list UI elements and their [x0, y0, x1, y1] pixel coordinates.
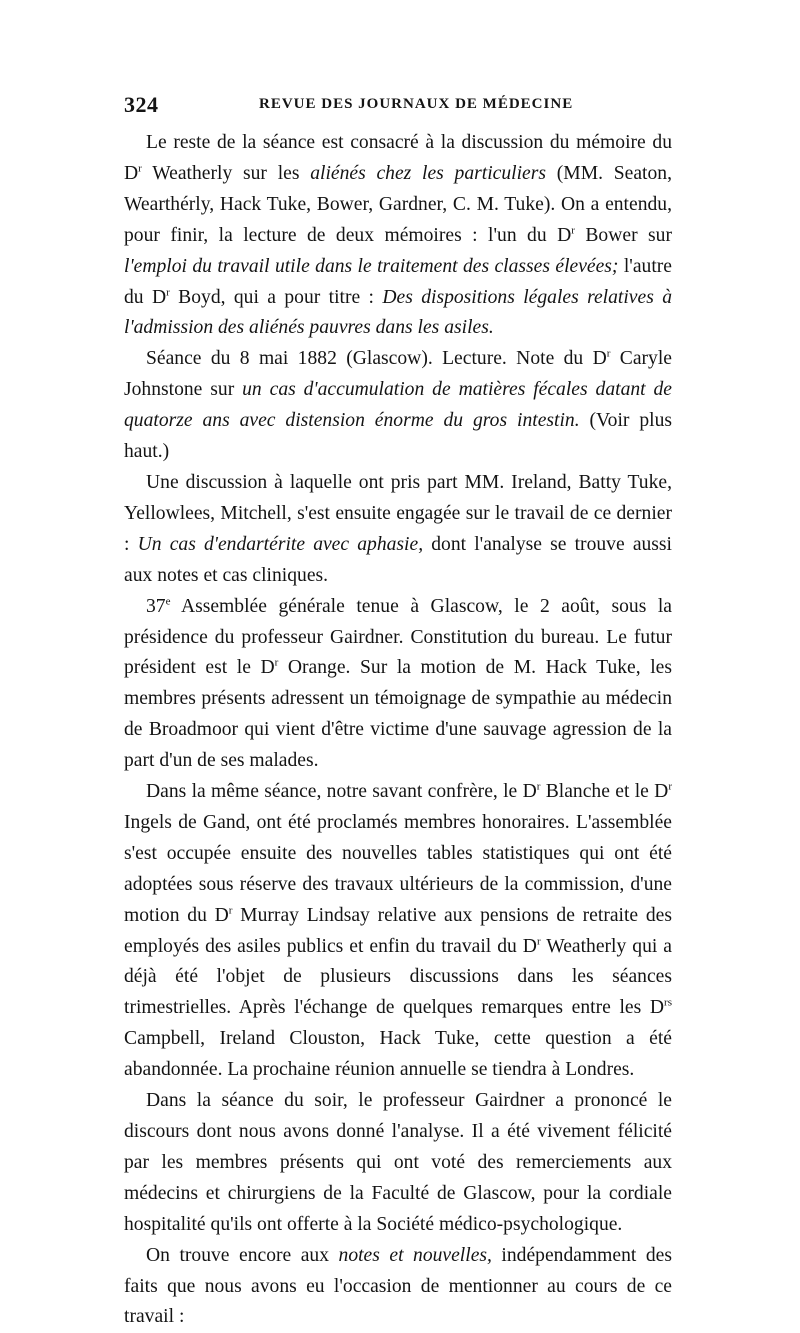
text-run: Murray Lindsay relative aux pensions de retraite des employés des asiles publics et enfin du travail du D [124, 904, 672, 957]
italic-text: Un cas d'endartérite avec aphasie, [137, 533, 424, 555]
superscript: r [274, 656, 279, 669]
text-run: Dans la séance du soir, le professeur Gairdner a prononcé le discours dont nous avons donné l'analyse. Il a été vivement félicité par les membres présents qui ont voté des remerciements aux médecins et chirurgiens de la Faculté de Glascow, pour la cordiale hospitalité qu'ils ont offerte à la Société médico-psychologique. [124, 1090, 672, 1235]
text-run: Boyd, qui a pour titre : [169, 286, 383, 308]
text-run: Campbell, Ireland Clouston, Hack Tuke, cette question a été abandonnée. La prochaine réunion annuelle se tiendra à Londres. [124, 1028, 672, 1081]
superscript: rs [664, 996, 672, 1009]
italic-text: un cas d'accumulation de matières fécales datant de quatorze ans avec distension énorme du gros intestin. [124, 379, 672, 432]
italic-text: Des dispositions légales relatives à l'admission des aliénés pauvres dans les asiles. [124, 286, 672, 339]
text-run: Bower sur [574, 224, 672, 246]
superscript: r [166, 286, 170, 298]
superscript: r [228, 904, 233, 917]
paragraph [124, 344, 672, 468]
text-run: (MM. Seaton, Wearthérly, Hack Tuke, Bower, Gardner, C. M. Tuke). On a entendu, pour finir, la lecture de deux mémoires : l'un du D [124, 162, 672, 246]
text-run: dont l'analyse se trouve aussi aux notes et cas cliniques. [124, 533, 673, 586]
page-number: 324 [124, 92, 159, 117]
italic-text: l'emploi du travail utile dans le traitement des classes élevées; [124, 255, 619, 277]
text-run: Orange. Sur la motion de M. Hack Tuke, les membres présents adressent un témoignage de sympathie au médecin de Broadmoor qui vient d'être victime d'une sauvage agression de la part d'un de ses malades. [124, 657, 672, 772]
text-run: l'autre du D [124, 255, 672, 308]
paragraph [124, 1241, 672, 1333]
superscript: r [138, 162, 142, 175]
text-run: 37 [146, 595, 166, 617]
italic-text: notes et nouvelles, [338, 1244, 492, 1266]
text-run: Séance du 8 mai 1882 (Glascow). Lecture. Note du D [146, 348, 607, 370]
text-run: Caryle Johnstone sur [124, 348, 672, 401]
running-title: REVUE DES JOURNAUX DE MÉDECINE [259, 96, 574, 112]
text-run: Weatherly qui a déjà été l'objet de plusieurs discussions dans les séances trimestrielles. Après l'échange de quelques remarques entre les D [124, 935, 672, 1019]
page-header [124, 92, 684, 122]
text-run: indépendamment des faits que nous avons eu l'occasion de mentionner au cours de ce travail : [124, 1244, 672, 1328]
text-run: (Voir plus haut.) [124, 410, 673, 463]
italic-text: aliénés chez les particuliers [310, 162, 546, 184]
paragraph [124, 128, 672, 344]
superscript: e [165, 595, 171, 608]
text-run: Assemblée générale tenue à Glascow, le 2 août, sous la présidence du professeur Gairdner. Constitution du bureau. Le futur président est le D [124, 595, 672, 679]
text-run: Blanche et le D [540, 781, 669, 803]
paragraph [124, 1086, 672, 1241]
superscript: r [606, 347, 611, 360]
superscript: r [571, 224, 575, 237]
superscript: r [536, 780, 541, 793]
paragraph [124, 777, 672, 1086]
paragraph [124, 592, 672, 777]
text-run: Dans la même séance, notre savant confrère, le D [146, 781, 537, 803]
superscript: r [536, 935, 541, 948]
text-run: Une discussion à laquelle ont pris part MM. Ireland, Batty Tuke, Yellowlees, Mitchell, s'est ensuite engagée sur le travail de ce dernier : [124, 471, 672, 555]
superscript: r [668, 780, 672, 793]
body-text [124, 128, 672, 1333]
text-run: Ingels de Gand, ont été proclamés membres honoraires. L'assemblée s'est occupée ensuite des nouvelles tables statistiques qui ont été adoptées sous réserve des travaux ultérieurs de la commission, d'une motion du D [124, 811, 672, 926]
text-run: On trouve encore aux [146, 1244, 339, 1266]
paragraph [124, 468, 672, 592]
text-run: Weatherly sur les [141, 162, 311, 184]
text-run: Le reste de la séance est consacré à la discussion du mémoire du D [124, 132, 672, 184]
